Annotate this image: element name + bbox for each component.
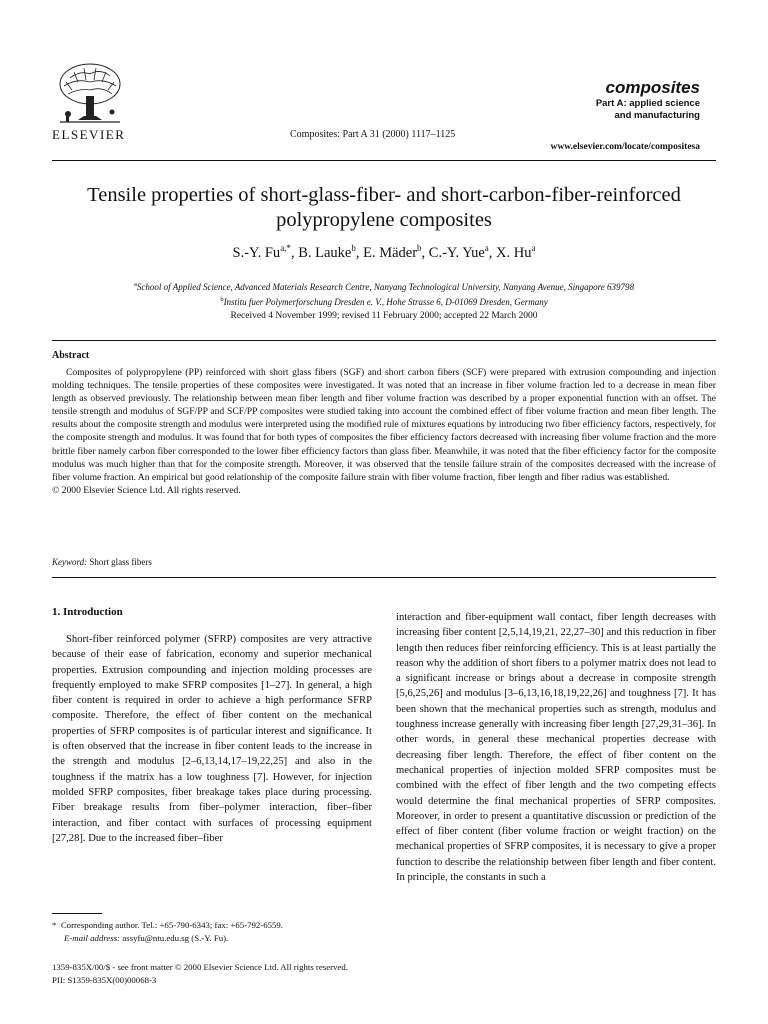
journal-name: composites [605, 78, 700, 97]
email-label: E-mail address: [64, 932, 121, 943]
header-divider [52, 160, 716, 161]
footnote-divider [52, 913, 102, 914]
article-title [52, 183, 716, 233]
journal-brand [500, 78, 700, 122]
abstract-bottom-divider [52, 577, 716, 578]
author-list: S.-Y. $Fu^{a,*}$, B. Lauke$^b$, E. Mäder$^b$, C.-Y. Yue$^a$, X. Hu$^a$ [232, 243, 536, 261]
abstract-heading: Abstract [52, 350, 90, 361]
right-column [396, 610, 716, 885]
author: X. Hu [496, 244, 532, 261]
footnote-marker: * [52, 920, 57, 930]
abstract-body [52, 366, 716, 497]
author-sup: a,* [280, 243, 291, 253]
intro-paragraph-left: Short-fiber reinforced polymer (SFRP) composites are very attractive because of their ease of fabrication, economy and superior mechanical properties. Extrusion compounding and injection molding processes are frequently employed to make SFRP composites [1–27]. In general, a high fiber content is required in order to achieve a high performance SFRP composite. Therefore, the effect of fiber content on the mechanical properties of SFRP composites is of particular interest and significance. It is often observed that the increase in fiber content leads to the increase in the strength and modulus [2–6,13,14,17–19,22,25] and also in the toughness if the matrix has a low toughness [7]. However, for injection molded SFRP composites, fiber breakage takes place during processing. Fiber breakage results from fiber–polymer interaction, fiber–fiber interaction, and fiber contact with surfaces of processing equipment [27,28]. Due to the increased fiber–fiber [52, 634, 372, 844]
journal-part-line2: and manufacturing [614, 110, 700, 121]
affiliations [52, 279, 716, 308]
author: E. Mäder [363, 244, 418, 261]
left-column [52, 632, 372, 846]
elsevier-tree-icon [50, 60, 130, 128]
section-heading: 1. Introduction [52, 606, 123, 618]
affiliation-sup: b [220, 295, 224, 303]
author-sup: a [531, 243, 536, 253]
author: B. Lauke [298, 244, 352, 261]
affiliation-sup: a [134, 281, 137, 288]
author-sup: b [351, 243, 356, 253]
received-dates: Received 4 November 1999; revised 11 February 2000; accepted 22 March 2000 [230, 311, 538, 321]
keyword-value: Short glass fibers [89, 557, 152, 567]
keyword-label: Keyword [52, 557, 85, 567]
intro-paragraph-right: interaction and fiber-equipment wall contact, fiber length decreases with increasing fiber content [2,5,14,19,21, 22,27–30] and this reduction in fiber length then reduces fiber reinforcing efficiency. This is at least partially the reason why the addition of short fibers to a polymer matrix does not lead to a significant increase or brings about a decrease in composite strength [5,6,25,26] and modulus [3–6,13,16,18,19,22,26] and toughness [7]. It has been shown that the mechanical properties such as strength, modulus and toughness increase generally with increasing fiber length [27,29,31–36]. In other words, in general these mechanical properties decrease with decreasing fiber length. Therefore, the effect of fiber content on the mechanical properties of injection molded SFRP composites must be combined with the effect of fiber length and the two competing effects would determine the final mechanical properties of SFRP composites. Moreover, in order to present a quantitative discussion or prediction of the effect of fiber content (fiber volume fraction or weight fraction) on the mechanical properties of SFRP composites, it is necessary to give a proper function to describe the relationship between fiber length and fiber content. In principle, the constants in such a [396, 612, 716, 884]
publisher-name: ELSEVIER [52, 127, 126, 142]
abstract-copyright: © 2000 Elsevier Science Ltd. All rights reserved. [52, 484, 241, 496]
front-matter-line: 1359-835X/00/$ - see front matter © 2000 Elsevier Science Ltd. All rights reserved. [52, 962, 348, 972]
affiliation-b [52, 294, 716, 309]
journal-citation: Composites: Part A 31 (2000) 1117–1125 [290, 129, 456, 140]
abstract-text: Composites of polypropylene (PP) reinforced with short glass fibers (SGF) and short carbon fibers (SCF) were prepared with extrusion compounding and injection molding techniques. The tensile properties of these composites were investigated. It was noted that an increase in fiber volume fraction led to a decrease in mean fiber length as observed previously. The relationship between mean fiber length and fiber volume fraction was described by a proper exponential function with an offset. The tensile strength and modulus of SGF/PP and SCF/PP composites were studied taking into account the combined effect of fiber volume fraction and mean fiber length. The results about the composite strength and modulus were interpreted using the modified rule of mixtures equations by introducing two fiber efficiency factors, respectively, for the composite strength and modulus. It was found that for both types of composites the fiber efficiency factors decreased with increasing fiber volume fraction and the more brittle fiber namely carbon fiber corresponded to the lower fiber efficiency factors than glass fiber. Meanwhile, it was noted that the fiber efficiency factor for the composite modulus was much higher than that for the composite strength. Moreover, it was observed that the tensile failure strain of the composites decreased with the increase of fiber volume fraction. An empirical but good relationship of the composite failure strain with fiber volume fraction, fiber length and fiber radius was established. [52, 367, 716, 483]
journal-url[interactable]: www.elsevier.com/locate/compositesa [550, 142, 700, 152]
footnote [52, 919, 372, 944]
title-line-1: Tensile properties of short-glass-fiber- and short-carbon-fiber-reinforced [87, 184, 681, 206]
author: C.-Y. Yue [428, 244, 485, 261]
email-value[interactable]: assyfu@ntu.edu.sg (S.-Y. Fu). [122, 932, 229, 943]
footnote-contact: Corresponding author. Tel.: +65-790-6343; fax: +65-792-6559. [60, 920, 284, 930]
affiliation-a [52, 279, 716, 294]
journal-part-line1: Part A: applied science [595, 98, 700, 109]
abstract-top-divider [52, 340, 716, 341]
author-sup: a [484, 243, 489, 253]
author-sup: b [417, 243, 422, 253]
keywords: Keyword: Short glass fibers [52, 557, 152, 567]
affiliation-text: Institu fuer Polymerforschung Dresden e. V., Hohe Strasse 6, D-01069 Dresden, Germany [223, 296, 548, 307]
author: S.-Y. Fu [232, 244, 281, 261]
pii-line: PII: S1359-835X(00)00068-3 [52, 974, 157, 985]
affiliation-text: School of Applied Science, Advanced Materials Research Centre, Nanyang Technological University, Nanyang Avenue, Singapore 639798 [136, 282, 634, 292]
publication-info [52, 961, 348, 986]
title-line-2: polypropylene composites [276, 209, 492, 231]
